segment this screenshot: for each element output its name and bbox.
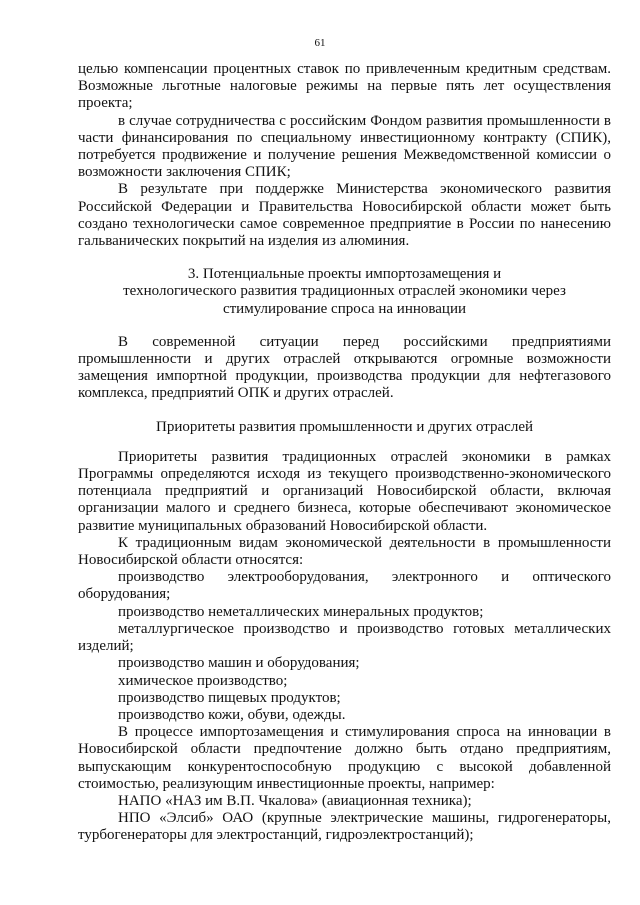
- paragraph: химическое производство;: [118, 672, 288, 689]
- paragraph: производство пищевых продуктов;: [118, 689, 341, 706]
- section-heading-line: технологического развития традиционных отраслей экономики через: [123, 283, 566, 300]
- section-heading-line: стимулирование спроса на инновации: [222, 300, 467, 317]
- paragraph: производство машин и оборудования;: [118, 655, 360, 672]
- paragraph: К традиционным видам экономической деятельности в промышленности Новосибирской области относятся:: [78, 534, 611, 569]
- paragraph: Приоритеты развития традиционных отраслей экономики в рамках Программы определяются исходя из текущего производственно-экономического потенциала предприятий и организаций Новосибирской области, включая организации малого и среднего бизнеса, которые обеспечивают экономическое развитие муниципальных образований Новосибирской области.: [78, 448, 611, 534]
- section-heading: [78, 266, 611, 318]
- spacer: [78, 318, 611, 334]
- paragraph: В современной ситуации перед российскими предприятиями промышленности и других отраслей открываются огромные возможности замещения импортной продукции, производства продукции для нефтегазового комплекса, предприятий ОПК и других отраслей.: [78, 333, 611, 402]
- document-body: [78, 61, 611, 845]
- section-heading: [78, 419, 611, 436]
- paragraph: НАПО «НАЗ им В.П. Чкалова» (авиационная техника);: [118, 792, 472, 809]
- paragraph: НПО «Элсиб» ОАО (крупные электрические машины, гидрогенераторы, турбогенераторы для электростанций, гидроэлектростанций);: [78, 810, 611, 844]
- spacer: [78, 403, 611, 419]
- paragraph: В процессе импортозамещения и стимулирования спроса на инновации в Новосибирской области предпочтение должно быть отдано предприятиям, выпускающим конкурентоспособную продукцию с высокой добавленной стоимостью, реализующим инвестиционные проекты, например:: [78, 724, 611, 792]
- paragraph: производство кожи, обуви, одежды.: [118, 706, 346, 723]
- paragraph: производство неметаллических минеральных продуктов;: [118, 603, 484, 620]
- spacer: [78, 436, 611, 449]
- paragraph: производство электрооборудования, электронного и оптического оборудования;: [78, 569, 611, 603]
- paragraph: в случае сотрудничества с российским Фондом развития промышленности в части финансирования по специальному инвестиционному контракту (СПИК), потребуется продвижение и получение решения Межведомственной комиссии о возможности заключения СПИК;: [78, 112, 611, 181]
- page-number: 61: [314, 37, 326, 49]
- section-heading-line: Приоритеты развития промышленности и других отраслей: [156, 418, 533, 435]
- paragraph: металлургическое производство и производство готовых металлических изделий;: [78, 620, 611, 655]
- spacer: [78, 250, 611, 266]
- paragraph: В результате при поддержке Министерства экономического развития Российской Федерации и Правительства Новосибирской области может быть создано технологически самое современное предприятие в России по нанесению гальванических покрытий на изделия из алюминия.: [78, 181, 611, 250]
- section-heading-line: 3. Потенциальные проекты импортозамещения и: [187, 266, 502, 283]
- paragraph: целью компенсации процентных ставок по привлеченным кредитным средствам. Возможные льготные налоговые режимы на первые пять лет осуществления проекта;: [78, 61, 611, 112]
